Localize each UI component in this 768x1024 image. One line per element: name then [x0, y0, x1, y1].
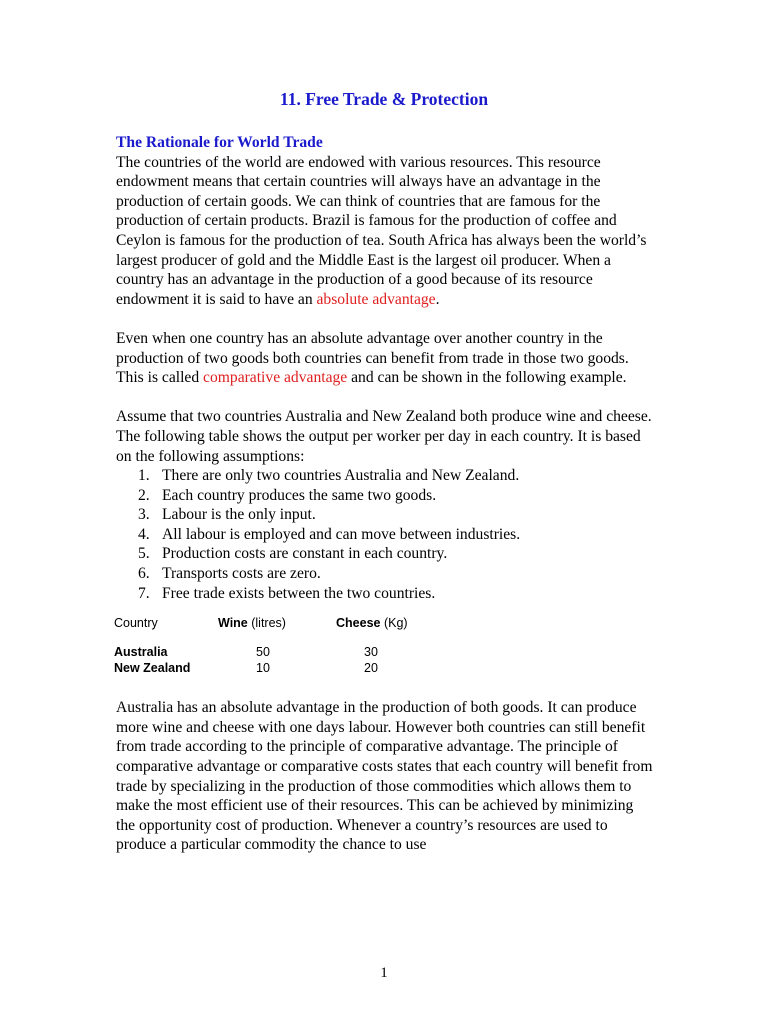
table-cell-wine: 50 [256, 645, 270, 660]
assumptions-list [116, 466, 656, 603]
table-header-cheese [336, 615, 408, 631]
table-header-country: Country [114, 616, 158, 631]
list-text: Each country produces the same two goods. [162, 486, 437, 504]
table-header-wine-label: Wine [218, 616, 248, 631]
list-item [116, 584, 656, 604]
paragraph-text: and can be shown in the following example. [347, 369, 627, 387]
document-title: 11. Free Trade & Protection [279, 89, 489, 109]
list-item [116, 466, 656, 486]
term-absolute-advantage: absolute advantage [316, 290, 436, 308]
list-number: 3. [138, 506, 150, 524]
paragraph-text: Even when one country has an absolute advantage over another country in the production of two goods both countries can benefit from trade in those two goods. This is called [116, 329, 629, 387]
table-header-cheese-label: Cheese [336, 616, 381, 631]
table-cell-country: New Zealand [114, 661, 191, 676]
list-text: Transports costs are zero. [162, 565, 321, 583]
list-number: 2. [138, 486, 150, 504]
list-item [116, 564, 656, 584]
list-number: 5. [138, 545, 150, 563]
table-header-cheese-unit: (Kg) [383, 616, 408, 631]
list-text: All labour is employed and can move between industries. [162, 525, 521, 543]
paragraph-assumptions-intro: Assume that two countries Australia and New Zealand both produce wine and cheese. The following table shows the output per worker per day in each country. It is based on the following assumptions: [116, 408, 652, 465]
list-number: 4. [138, 525, 150, 543]
list-text: Free trade exists between the two countries. [162, 584, 436, 602]
list-number: 7. [138, 584, 150, 602]
paragraph-absolute-advantage: Australia has an absolute advantage in the production of both goods. It can produce more wine and cheese with one days labour. However both countries can still benefit from trade according to the principle of comparative advantage. The principle of comparative advantage or comparative costs states that each country will benefit from trade by specializing in the production of those commodities which allows them to make the most efficient use of their resources. This can be achieved by minimizing the opportunity cost of production. Whenever a country’s resources are used to produce a particular commodity the chance to use [116, 699, 653, 854]
document-body [116, 133, 656, 855]
table-header-wine-unit: (litres) [251, 616, 286, 631]
list-text: There are only two countries Australia and New Zealand. [162, 467, 520, 485]
list-text: Production costs are constant in each country. [162, 545, 448, 563]
term-comparative-advantage: comparative advantage [203, 369, 348, 387]
list-number: 1. [138, 467, 150, 485]
table-cell-cheese: 20 [364, 661, 378, 676]
paragraph-rationale [116, 153, 656, 310]
table-cell-cheese: 30 [364, 645, 378, 660]
list-text: Labour is the only input. [162, 506, 316, 524]
paragraph-text: . [435, 290, 440, 308]
list-item [116, 486, 656, 506]
paragraph-text: The countries of the world are endowed with various resources. This resource endowment means that certain countries will always have an advantage in the production of certain goods. We can think of countries that are famous for the production of certain products. Brazil is famous for the production of coffee and Ceylon is famous for the production of tea. South Africa has always been the world’s largest producer of gold and the Middle East is the largest oil producer. When a country has an advantage in the production of a good because of its resource endowment it is said to have an [116, 153, 647, 308]
output-table [0, 615, 768, 685]
table-cell-wine: 10 [256, 661, 270, 676]
list-item [116, 525, 656, 545]
paragraph-comparative [116, 329, 656, 388]
section-heading: The Rationale for World Trade [116, 134, 323, 151]
list-item [116, 505, 656, 525]
page-number: 1 [380, 965, 388, 981]
table-cell-country: Australia [114, 645, 168, 660]
list-number: 6. [138, 565, 150, 583]
table-header-wine [218, 615, 286, 631]
list-item [116, 544, 656, 564]
